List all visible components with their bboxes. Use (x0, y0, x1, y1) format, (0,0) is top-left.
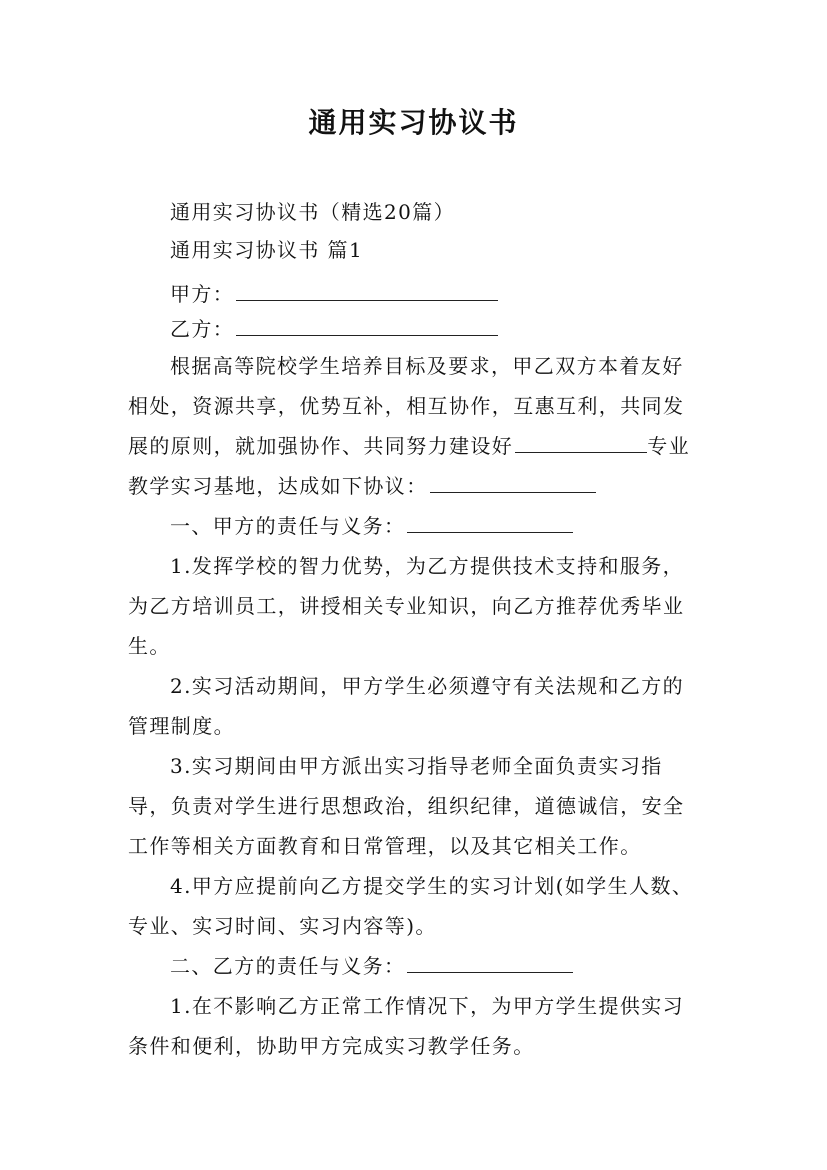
section-b-heading (170, 952, 573, 980)
paragraph-text: 1.发挥学校的智力优势，为乙方提供技术支持和服务， (170, 554, 685, 578)
paragraph-line (170, 752, 663, 780)
paragraph-text: 生。 (128, 634, 171, 658)
party-a-line (170, 280, 498, 308)
paragraph-line (128, 432, 690, 460)
section-b-heading-text: 二、乙方的责任与义务： (170, 954, 406, 978)
paragraph-text: 工作等相关方面教育和日常管理，以及其它相关工作。 (128, 834, 642, 858)
paragraph-line (128, 592, 684, 620)
paragraph-text: 根据高等院校学生培养目标及要求，甲乙双方本着友好 (170, 354, 684, 378)
paragraph-text: 3.实习期间由甲方派出实习指导老师全面负责实习指 (170, 754, 663, 778)
major-blank (515, 432, 647, 453)
section-a-heading (170, 512, 573, 540)
paragraph-text: 为乙方培训员工，讲授相关专业知识，向乙方推荐优秀毕业 (128, 594, 685, 618)
document-title: 通用实习协议书 (308, 106, 519, 139)
party-b-line (170, 315, 498, 343)
paragraph-line (128, 832, 642, 860)
paragraph-line (128, 1032, 535, 1060)
paragraph-line (128, 632, 171, 660)
paragraph-line (128, 912, 437, 940)
paragraph-text: 相处，资源共享，优势互补，相互协作，互惠互利，共同发 (128, 394, 685, 418)
paragraph-text: 1.在不影响乙方正常工作情况下，为甲方学生提供实习 (170, 994, 685, 1018)
paragraph-text: 专业、实习时间、实习内容等)。 (128, 914, 437, 938)
paragraph-line (170, 872, 693, 900)
paragraph-text: 管理制度。 (128, 714, 235, 738)
paragraph-text: 展的原则，就加强协作、共同努力建设好 (128, 434, 514, 458)
party-b-blank (236, 315, 498, 336)
paragraph-text: 条件和便利，协助甲方完成实习教学任务。 (128, 1034, 535, 1058)
section-heading-text: 通用实习协议书 篇1 (170, 238, 364, 262)
paragraph-line (128, 472, 596, 500)
paragraph-line (170, 672, 684, 700)
paragraph-text: 2.实习活动期间，甲方学生必须遵守有关法规和乙方的 (170, 674, 685, 698)
paragraph-line (170, 992, 684, 1020)
paragraph-line (128, 712, 235, 740)
section-heading (170, 236, 363, 264)
paragraph-text: 导，负责对学生进行思想政治，组织纪律，道德诚信，安全 (128, 794, 685, 818)
paragraph-line (170, 352, 684, 380)
paragraph-text: 教学实习基地，达成如下协议： (128, 474, 428, 498)
party-a-label: 甲方： (170, 282, 235, 306)
agreement-blank (430, 472, 596, 493)
party-a-blank (236, 280, 498, 301)
subtitle-text: 通用实习协议书（精选20篇） (170, 200, 456, 224)
section-a-heading-text: 一、甲方的责任与义务： (170, 514, 406, 538)
paragraph-line (128, 392, 684, 420)
paragraph-text: 4.甲方应提前向乙方提交学生的实习计划(如学生人数、 (170, 874, 694, 898)
section-b-blank (407, 952, 573, 973)
section-a-blank (407, 512, 573, 533)
paragraph-text: 专业 (647, 434, 691, 458)
paragraph-line (128, 792, 684, 820)
subtitle-line (170, 198, 455, 226)
party-b-label: 乙方： (170, 317, 235, 341)
paragraph-line (170, 552, 684, 580)
